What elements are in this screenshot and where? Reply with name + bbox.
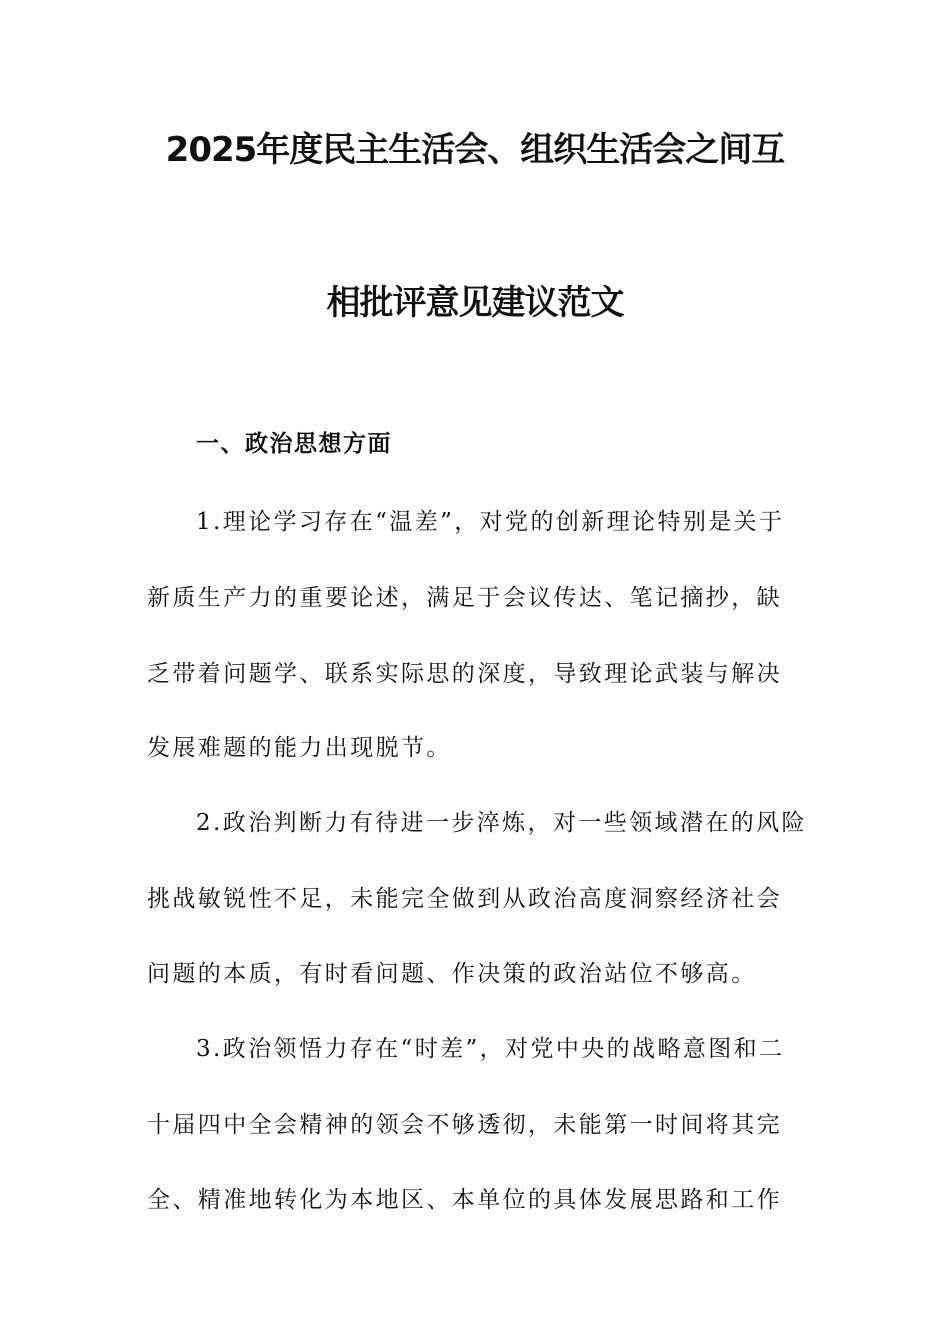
document-title-line-2: 相批评意见建议范文 (326, 283, 624, 323)
paragraph-3-line-1: 3.政治领悟力存在“时差”，对党中央的战略意图和二 (196, 1036, 785, 1062)
paragraph-2-line-3: 问题的本质，有时看问题、作决策的政治站位不够高。 (147, 961, 757, 987)
paragraph-1-line-1: 1.理论学习存在“温差”，对党的创新理论特别是关于 (196, 509, 785, 535)
paragraph-1-line-3: 乏带着问题学、联系实际思的深度，导致理论武装与解决 (147, 661, 782, 687)
paragraph-2-line-1: 2.政治判断力有待进一步淬炼，对一些领域潜在的风险 (196, 810, 807, 836)
paragraph-3-line-3: 全、精准地转化为本地区、本单位的具体发展思路和工作 (147, 1187, 782, 1213)
document-title-line-1: 2025年度民主生活会、组织生活会之间互 (165, 130, 785, 170)
paragraph-3-line-2: 十届四中全会精神的领会不够透彻，未能第一时间将其完 (147, 1112, 782, 1138)
paragraph-2-line-2: 挑战敏锐性不足，未能完全做到从政治高度洞察经济社会 (147, 886, 782, 912)
paragraph-1-line-2: 新质生产力的重要论述，满足于会议传达、笔记摘抄，缺 (147, 585, 782, 611)
section-heading: 一、政治思想方面 (196, 430, 392, 457)
paragraph-1-line-4: 发展难题的能力出现脱节。 (147, 735, 452, 761)
